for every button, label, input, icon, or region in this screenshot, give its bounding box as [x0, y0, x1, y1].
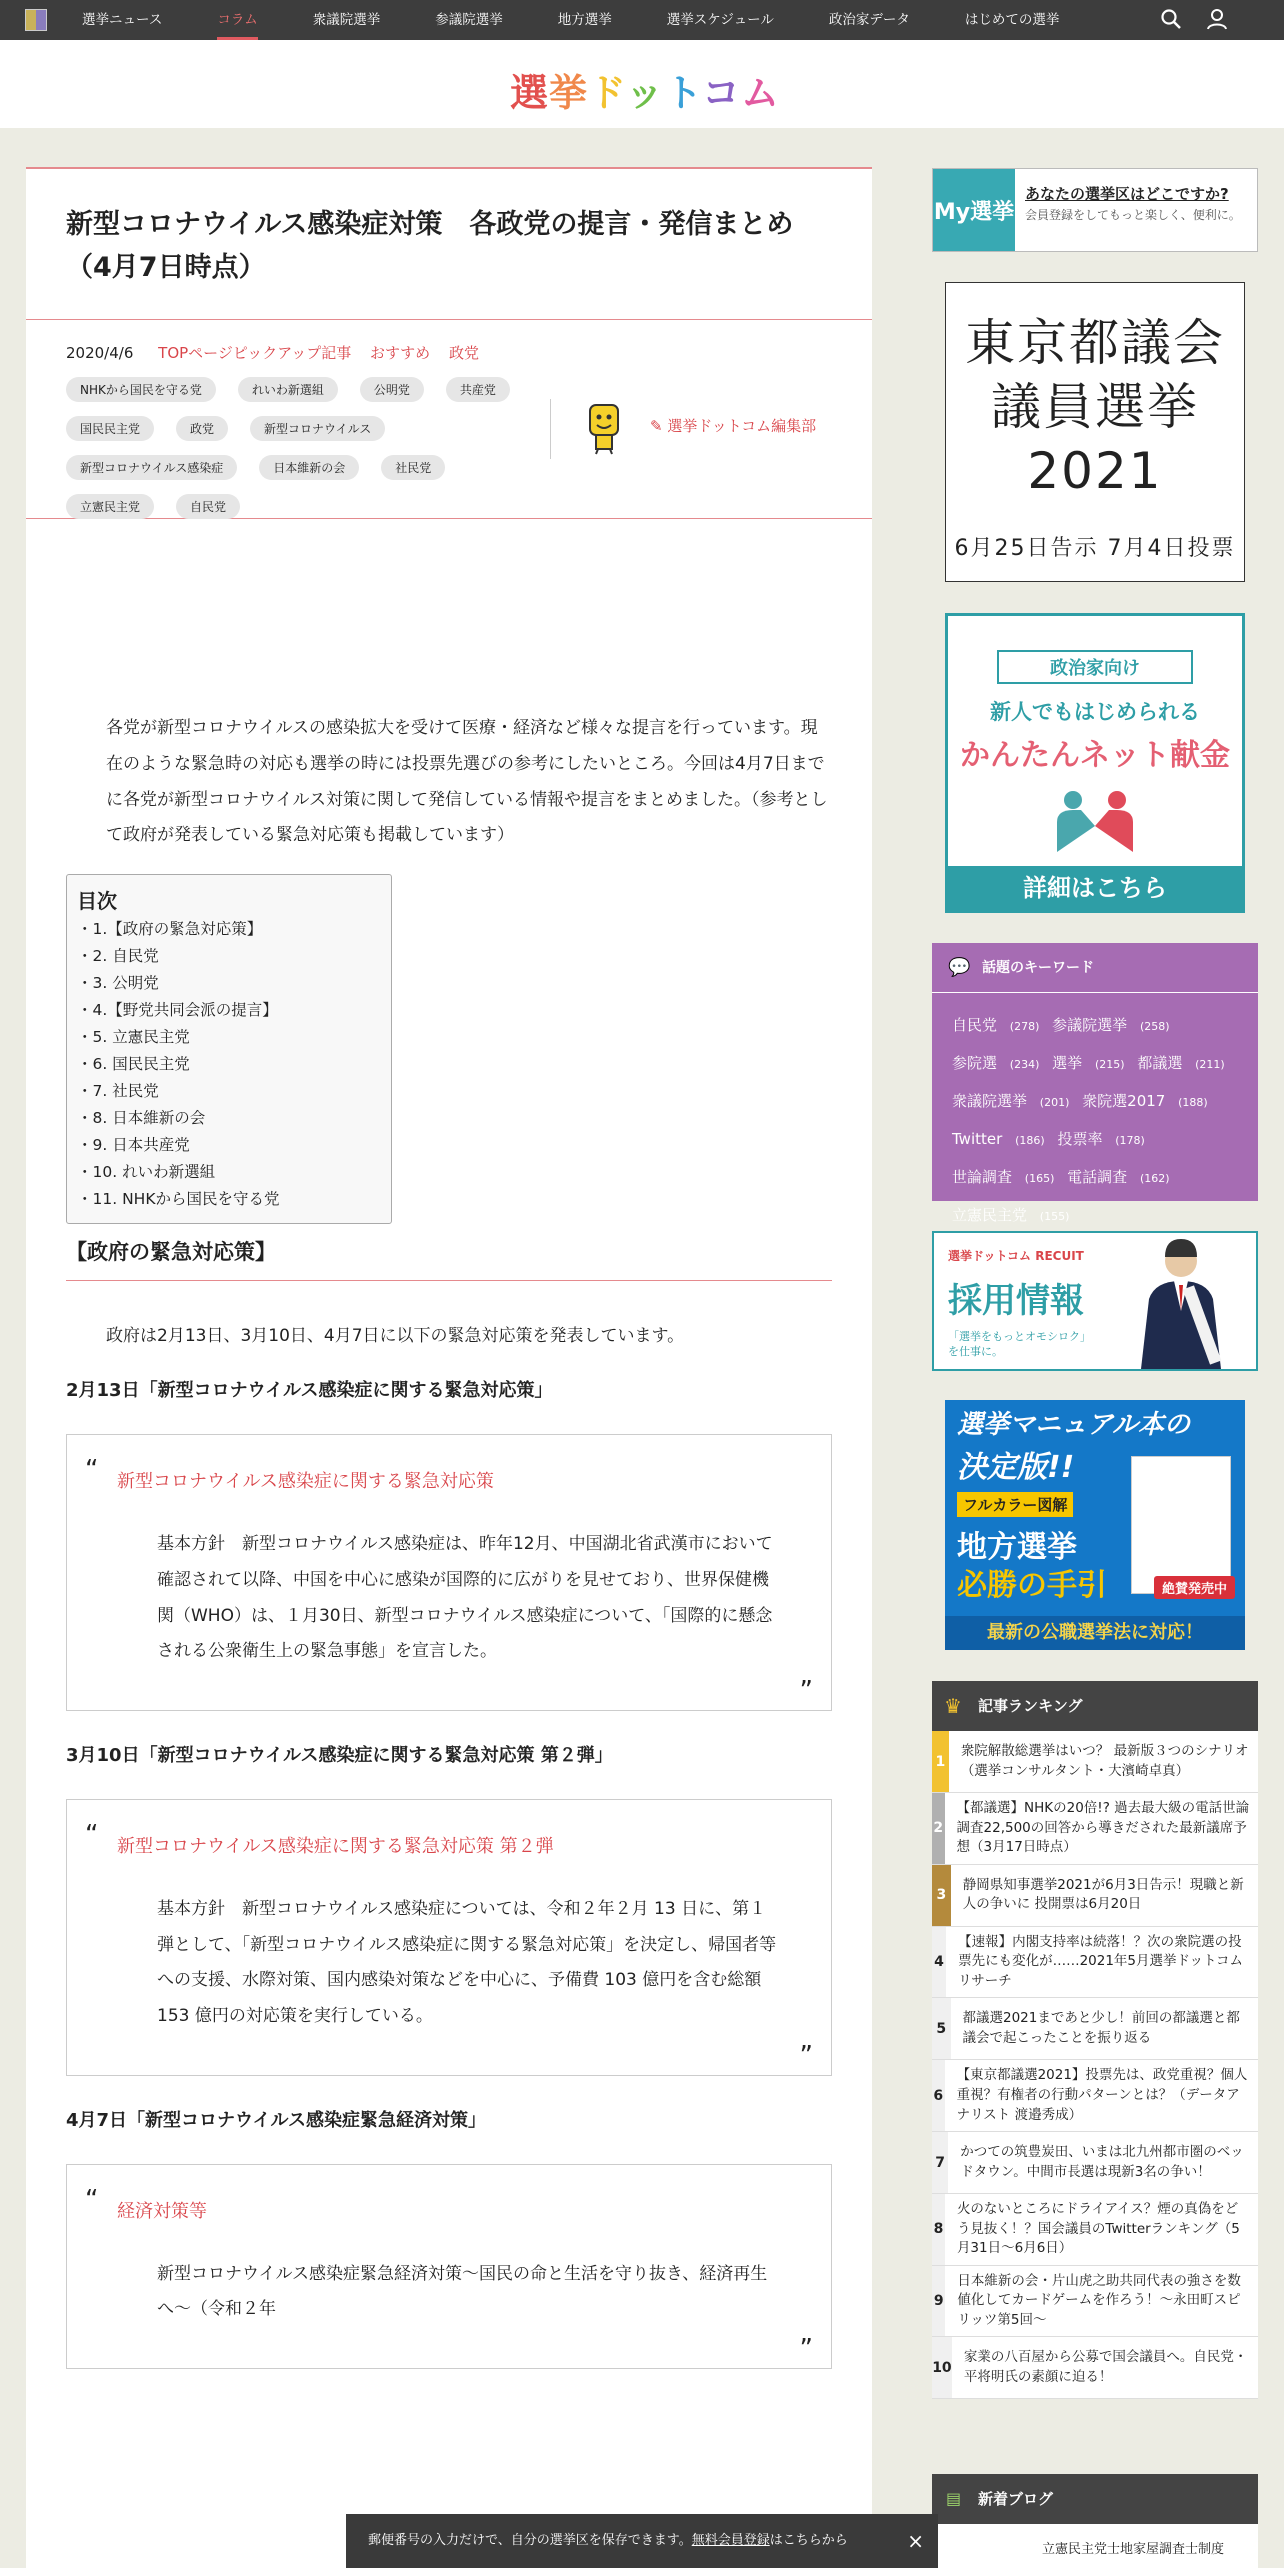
site-mini-logo[interactable] [25, 9, 47, 31]
logo-char: 挙 [549, 71, 589, 115]
block-heading: 3月10日「新型コロナウイルス感染症に関する緊急対応策 第２弾」 [66, 1744, 613, 1766]
keyword-name[interactable]: 衆院選2017 [1082, 1092, 1166, 1110]
handshake-icon [1045, 788, 1145, 854]
keyword-link[interactable] [952, 1130, 1045, 1148]
ranking-item[interactable] [932, 1927, 1258, 1999]
top-nav [0, 0, 1284, 40]
manual-l3: フルカラー図解 [957, 1492, 1073, 1517]
keyword-link[interactable] [1137, 1054, 1224, 1072]
keyword-name[interactable]: 立憲民主党 [952, 1206, 1028, 1224]
quote-blocks [26, 1346, 872, 2369]
keyword-link[interactable] [1057, 1130, 1144, 1148]
businessman-illustration [1126, 1235, 1236, 1369]
ranking-item[interactable] [932, 2194, 1258, 2266]
keyword-link[interactable] [1067, 1168, 1169, 1186]
toc-item[interactable]: ・9. 日本共産党 [77, 1136, 190, 1155]
book-cover [1131, 1456, 1231, 1594]
rank-number: 8 [932, 2194, 945, 2265]
toc-item[interactable]: ・2. 自民党 [77, 947, 159, 966]
recruit-banner[interactable] [932, 1231, 1258, 1371]
keyword-name[interactable]: Twitter [952, 1130, 1003, 1148]
ranking-title-text[interactable]: 【速報】内閣支持率は続落！？次の衆院選の投票先にも変化が……2021年5月選挙ドットコムリサーチ [958, 1933, 1243, 1989]
ranking-title-text[interactable]: かつての筑豊炭田、いまは北九州都市圏のベッドタウン。中間市長選は現新3名の争い！ [960, 2144, 1244, 2180]
tag-chip[interactable]: 立憲民主党 [66, 494, 154, 519]
bar-text: 郵便番号の入力だけで、自分の選挙区を保存できます。 [368, 2533, 692, 2548]
nav-icons [1160, 8, 1228, 30]
tag-chip[interactable]: 新型コロナウイルス感染症 [66, 455, 237, 480]
toc-item[interactable]: ・8. 日本維新の会 [77, 1109, 206, 1128]
rank-number: 5 [932, 1998, 951, 2059]
tag-chip[interactable]: 国民民主党 [66, 416, 154, 441]
close-quote-icon: ” [799, 2040, 813, 2071]
rank-number: 10 [932, 2337, 952, 2398]
ranking-title-text[interactable]: 都議選2021まであと少し！前回の都議選と都議会で起こったことを振り返る [962, 2010, 1240, 2046]
open-quote-icon: “ [85, 1819, 99, 1850]
keyword-link[interactable] [1052, 1016, 1169, 1034]
toc-item[interactable]: ・3. 公明党 [77, 974, 159, 993]
manual-l2: 決定版!! [957, 1450, 1075, 1485]
tag-chip[interactable]: 政党 [176, 416, 228, 441]
keyword-count: (258) [1139, 1020, 1170, 1033]
tag-chip[interactable]: 新型コロナウイルス [250, 416, 385, 441]
tokyo-dates: 6月25日告示 7月4日投票 [954, 536, 1236, 561]
tags-row [26, 363, 872, 519]
keyword-name[interactable]: 衆議院選挙 [952, 1092, 1028, 1110]
nav-item[interactable]: はじめての選挙 [964, 12, 1060, 28]
ranking-title-text[interactable]: 【都議選】NHKの20倍!? 過去最大級の電話世論調査22,500の回答から導きだされた最新議席予想（3月17日時点） [956, 1800, 1250, 1856]
block-heading: 2月13日「新型コロナウイルス感染症に関する緊急対応策」 [66, 1380, 553, 1402]
keyword-link[interactable] [952, 1168, 1054, 1186]
ranking-header [932, 1681, 1258, 1731]
tag-chip[interactable]: 日本維新の会 [259, 455, 359, 480]
ranking-title-text[interactable]: 静岡県知事選挙2021が6月3日告示！現職と新人の争いに 投開票は6月20日 [962, 1876, 1244, 1913]
keyword-count: (155) [1039, 1210, 1070, 1223]
kenkin-cta: 詳細はこちら [948, 866, 1242, 910]
keyword-count: (234) [1009, 1058, 1040, 1071]
blockquote [66, 1799, 832, 2076]
recruit-title: 採用情報 [948, 1281, 1084, 1321]
open-quote-icon: “ [85, 2184, 99, 2215]
net-kenkin-banner[interactable] [945, 613, 1245, 913]
keyword-link[interactable] [1052, 1054, 1124, 1072]
open-quote-icon: “ [85, 1455, 99, 1486]
logo-char: ド [588, 71, 626, 115]
divider [550, 399, 551, 459]
keyword-count: (165) [1024, 1172, 1055, 1185]
category-link[interactable]: TOPページピックアップ記事 [158, 344, 352, 363]
toc-item[interactable]: ・6. 国民民主党 [77, 1055, 190, 1074]
keyword-count: (201) [1039, 1096, 1070, 1109]
tag-chip[interactable]: 共産党 [446, 377, 510, 402]
recruit-sub: 「選挙をもっとオモシロク」を仕事に。 [948, 1330, 1091, 1359]
chat-icon: 💬 [948, 957, 971, 978]
category-link[interactable]: 政党 [448, 344, 479, 363]
blog-item[interactable]: 立憲民主党士地家屋調査士制度 [1042, 2542, 1225, 2557]
rank-number: 9 [932, 2266, 945, 2337]
rank-number: 2 [932, 1793, 945, 1864]
search-icon[interactable] [1160, 8, 1182, 30]
keyword-count: (215) [1094, 1058, 1125, 1071]
blog-box [932, 2474, 1258, 2568]
nav-items [82, 0, 1114, 40]
ranking-box [932, 1681, 1258, 2399]
author-link[interactable] [650, 415, 816, 436]
keyword-count: (188) [1178, 1096, 1208, 1109]
nav-item[interactable]: 地方選挙 [557, 12, 612, 28]
nav-item[interactable]: 政治家データ [828, 12, 910, 28]
tag-chip[interactable]: 社民党 [381, 455, 445, 480]
my-badge: My選挙 [933, 169, 1015, 251]
nav-item[interactable]: 参議院選挙 [435, 12, 503, 28]
logo-char: 選 [510, 71, 550, 115]
rank-number: 1 [932, 1731, 949, 1792]
rank-number: 7 [932, 2132, 948, 2193]
kenkin-sub: 新人でもはじめられる [990, 700, 1200, 724]
blog-title: 新着ブログ [978, 2490, 1054, 2508]
rank-number: 4 [932, 1927, 946, 1998]
logo-char: ト [664, 71, 703, 115]
block-heading: 4月7日「新型コロナウイルス感染症緊急経済対策」 [66, 2109, 486, 2131]
keyword-count: (211) [1195, 1058, 1225, 1071]
rank-number: 6 [932, 2060, 945, 2131]
keyword-name[interactable]: 自民党 [952, 1016, 998, 1034]
tokyo-election-banner[interactable] [945, 282, 1245, 582]
keyword-list [932, 993, 1258, 1249]
keyword-count: (186) [1015, 1134, 1045, 1147]
ranking-item[interactable] [932, 1731, 1258, 1793]
manual-book-banner[interactable] [945, 1400, 1245, 1650]
article-main [26, 167, 872, 2568]
section-heading: 【政府の緊急対応策】 [66, 1236, 832, 1281]
blockquote [66, 1434, 832, 1711]
blog-icon: ▤ [946, 2489, 962, 2508]
manual-l6: 絶賛発売中 [1154, 1576, 1235, 1599]
toc-item[interactable]: ・11. NHKから国民を守る党 [77, 1190, 280, 1209]
toc-item[interactable]: ・7. 社民党 [77, 1082, 159, 1101]
manual-l1: 選挙マニュアル本の [957, 1410, 1190, 1440]
keyword-header [932, 943, 1258, 993]
blog-header [932, 2474, 1258, 2524]
manual-l5: 必勝の手引 [957, 1568, 1107, 1603]
user-icon[interactable] [1206, 8, 1228, 30]
kenkin-title: かんたんネット献金 [960, 738, 1230, 773]
keyword-title: 話題のキーワード [982, 960, 1094, 976]
kenkin-label: 政治家向け [997, 650, 1193, 684]
keyword-link[interactable] [952, 1054, 1039, 1072]
ranking-item[interactable] [932, 2060, 1258, 2132]
intro-text: 各党が新型コロナウイルスの感染拡大を受けて医療・経済など様々な提言を行っています。現在のような緊急時の対応も選挙の時には投票先選びの参考にしたいところ。今回は4月7日までに各党が新型コロナウイルス対策に関して発信している情報や提言をまとめました。（参考として政府が発表している緊急対応策も掲載しています） [106, 718, 828, 846]
ranking-item[interactable] [932, 2132, 1258, 2194]
quote-body: 新型コロナウイルス感染症緊急経済対策～国民の命と生活を守り抜き、経済再生へ～（令和２年 [157, 2263, 768, 2320]
keyword-count: (278) [1009, 1020, 1040, 1033]
author-name[interactable]: 選挙ドットコム編集部 [667, 417, 817, 436]
article-meta [26, 320, 872, 363]
keyword-name[interactable]: 電話調査 [1067, 1168, 1128, 1186]
toc-item[interactable]: ・10. れいわ新選組 [77, 1163, 216, 1182]
logo-char: ム [741, 71, 781, 115]
tag-chip[interactable]: NHKから国民を守る党 [66, 377, 216, 402]
logo-char: コ [702, 71, 742, 115]
keyword-name[interactable]: 選挙 [1052, 1054, 1083, 1072]
mascot-icon [582, 397, 626, 455]
ranking-item[interactable] [932, 2266, 1258, 2338]
table-of-contents [66, 874, 392, 1224]
ranking-title-text[interactable]: 【東京都議選2021】投票先は、政党重視？個人重視？有権者の行動パターンとは？（データアナリスト 渡邉秀成） [956, 2067, 1248, 2123]
quote-body: 基本方針 新型コロナウイルス感染症については、令和２年２月 13 日に、第１弾として、「新型コロナウイルス感染症に関する緊急対応策」を決定し、帰国者等への支援、水際対策、国内感染対策などを中心に、予備費 103 億円を含む総額 153 億円の対応策を実行している。 [157, 1898, 777, 2026]
close-quote-icon: ” [799, 1675, 813, 1706]
category-link[interactable]: おすすめ [370, 344, 431, 363]
close-quote-icon: ” [799, 2334, 813, 2364]
toc-item[interactable]: ・5. 立憲民主党 [77, 1028, 190, 1047]
site-header [0, 40, 1284, 128]
my-title[interactable]: あなたの選挙区はどこですか? [1025, 185, 1229, 203]
tag-chip[interactable]: 公明党 [360, 377, 424, 402]
quote-link[interactable]: 経済対策等 [117, 2200, 207, 2222]
ranking-item[interactable] [932, 1865, 1258, 1927]
article-title: 新型コロナウイルス感染症対策 各政党の提言・発信まとめ（4月7日時点） [26, 169, 872, 320]
ranking-title: 記事ランキング [978, 1697, 1083, 1715]
keyword-link[interactable] [1082, 1092, 1208, 1110]
ranking-title-text[interactable]: 火のないところにドライアイス？煙の真偽をどう見抜く！？国会議員のTwitterランキング（5月31日～6月6日） [956, 2201, 1240, 2257]
bar-after: はこちらから [769, 2533, 848, 2548]
toc-list [77, 916, 381, 1213]
ranking-title-text[interactable]: 家業の八百屋から公募で国会議員へ。自民党・平将明氏の素顔に迫る！ [963, 2349, 1248, 2385]
toc-item[interactable]: ・1.【政府の緊急対応策】 [77, 920, 263, 939]
signup-link[interactable]: 無料会員登録 [691, 2533, 770, 2548]
recruit-logo: 選挙ドットコム RECUIT [948, 1249, 1084, 1263]
keyword-link[interactable] [952, 1206, 1069, 1224]
tag-chip[interactable]: れいわ新選組 [238, 377, 338, 402]
tokyo-line3: 2021 [1027, 442, 1163, 500]
ranking-title-text[interactable]: 日本維新の会・片山虎之助共同代表の強さを数値化してカードゲームを作ろう！～永田町スピリッツ第5回～ [957, 2272, 1241, 2328]
nav-item[interactable]: 衆議院選挙 [312, 12, 381, 28]
crown-icon: ♛ [944, 1694, 962, 1718]
rank-number: 3 [932, 1865, 951, 1926]
tokyo-line1: 東京都議会 [965, 314, 1225, 372]
blockquote [66, 2164, 832, 2369]
ranking-title-text[interactable]: 衆院解散総選挙はいつ？ 最新版３つのシナリオ（選挙コンサルタント・大濱崎卓真） [960, 1742, 1249, 1779]
nav-item[interactable]: 選挙ニュース [82, 12, 163, 28]
article-date: 2020/4/6 [66, 344, 134, 363]
keyword-name[interactable]: 参議院選挙 [1052, 1016, 1128, 1034]
tokyo-line2: 議員選挙 [991, 378, 1199, 436]
keyword-name[interactable]: 投票率 [1057, 1130, 1103, 1148]
keyword-link[interactable] [952, 1092, 1069, 1110]
tag-chip[interactable]: 自民党 [176, 494, 240, 519]
member-bar [346, 2514, 938, 2568]
manual-l4: 地方選挙 [957, 1530, 1077, 1565]
my-sub: 会員登録をしてもっと楽しく、便利に。 [1025, 208, 1241, 222]
logo-char: ッ [625, 71, 665, 115]
pencil-icon: ✎ [650, 417, 663, 436]
section-intro: 政府は2月13日、3月10日、4月7日に以下の緊急対応策を発表しています。 [106, 1326, 685, 1347]
quote-body: 基本方針 新型コロナウイルス感染症は、昨年12月、中国湖北省武漢市において確認されて以降、中国を中心に感染が国際的に広がりを見せており、世界保健機関（WHO）は、１月30日、新型コロナウイルス感染症について、「国際的に懸念される公衆衛生上の緊急事態」を宣言した。 [157, 1534, 773, 1662]
keyword-name[interactable]: 世論調査 [952, 1168, 1013, 1186]
ranking-item[interactable] [932, 1998, 1258, 2060]
nav-item[interactable]: コラム [217, 0, 257, 40]
toc-item[interactable]: ・4.【野党共同会派の提言】 [77, 1001, 278, 1020]
quote-link[interactable]: 新型コロナウイルス感染症に関する緊急対応策 [117, 1471, 494, 1493]
nav-item[interactable]: 選挙スケジュール [666, 12, 774, 28]
ranking-item[interactable] [932, 1793, 1258, 1865]
keyword-count: (178) [1115, 1134, 1145, 1147]
keyword-count: (162) [1139, 1172, 1170, 1185]
ranking-item[interactable] [932, 2337, 1258, 2399]
site-logo[interactable] [510, 62, 780, 117]
close-icon[interactable]: × [907, 2529, 924, 2553]
keyword-box [932, 943, 1258, 1224]
tag-list [66, 377, 546, 519]
manual-l7: 最新の公職選挙法に対応！ [945, 1616, 1245, 1650]
ranking-list [932, 1731, 1258, 2399]
keyword-name[interactable]: 参院選 [952, 1054, 998, 1072]
keyword-link[interactable] [952, 1016, 1039, 1034]
my-senkyo-banner[interactable] [932, 168, 1258, 252]
keyword-name[interactable]: 都議選 [1137, 1054, 1183, 1072]
toc-title: 目次 [77, 889, 117, 914]
quote-link[interactable]: 新型コロナウイルス感染症に関する緊急対応策 第２弾 [117, 1835, 554, 1857]
